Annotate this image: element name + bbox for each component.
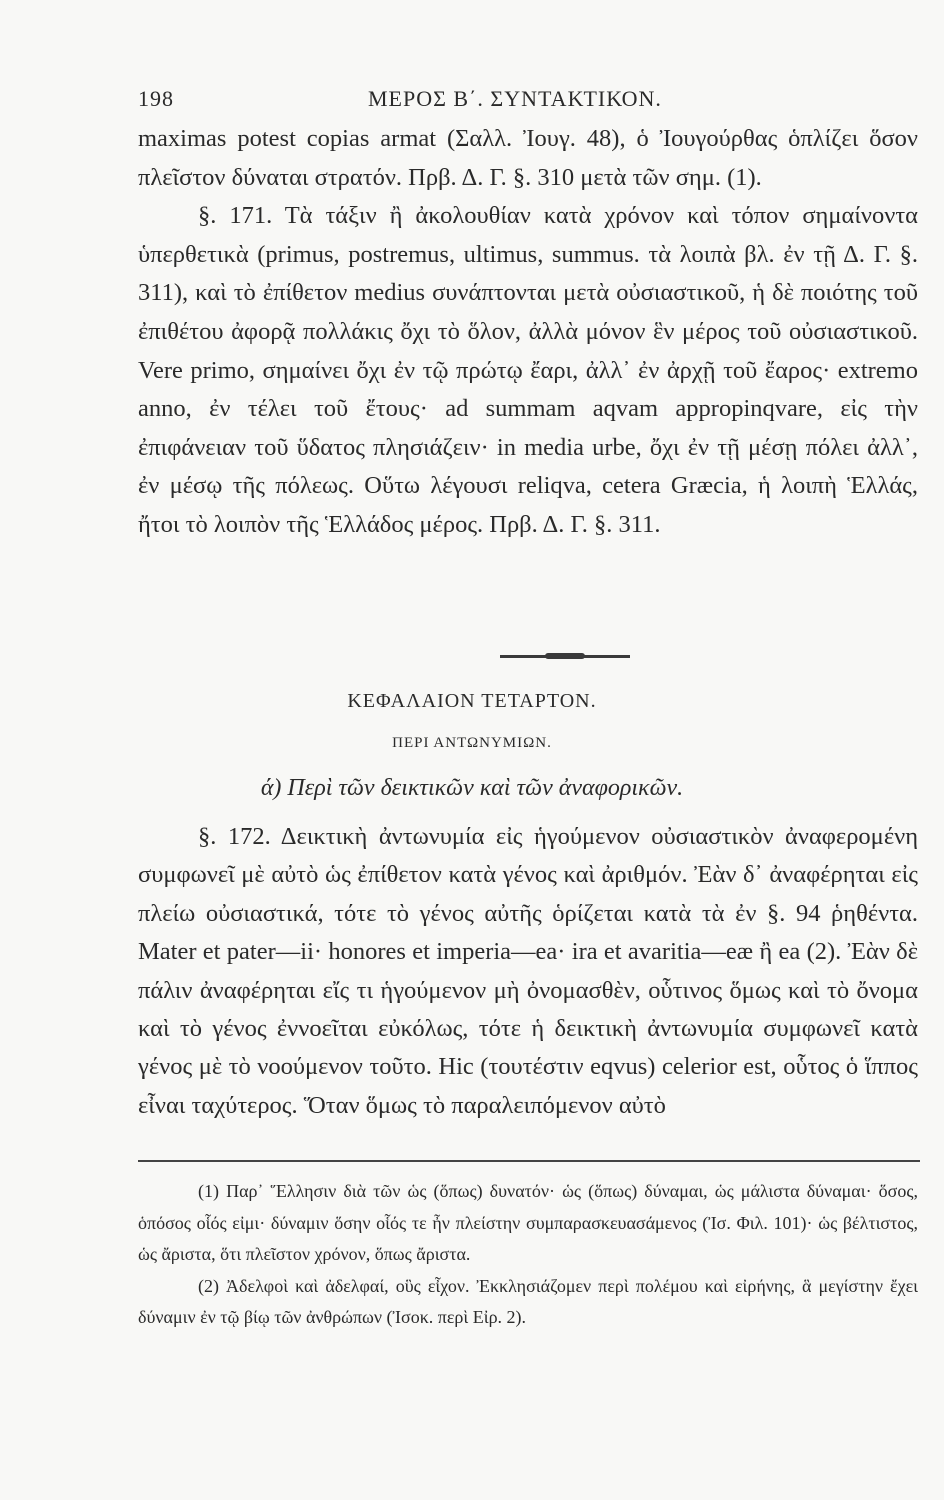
running-title: ΜΕΡΟΣ Β΄. ΣΥΝΤΑΚΤΙΚΟΝ. [368, 86, 662, 111]
chapter-title: ΚΕΦΑΛΑΙΟΝ ΤΕΤΑΡΤΟΝ. [347, 690, 597, 712]
paragraph-continuation: maximas potest copias armat (Σαλλ. Ἰουγ. 48), ὁ Ἰουγούρθας ὁπλίζει ὅσον πλεῖστον δύναται στρατόν. Πρβ. Δ. Γ. §. 310 μετὰ τῶν σημ. (1). [138, 125, 918, 191]
paragraph-171: §. 171. Τὰ τάξιν ἢ ἀκολουθίαν κατὰ χρόνον καὶ τόπον σημαίνοντα ὑπερθετικὰ (primus, postremus, ultimus, summus. τὰ λοιπὰ βλ. ἐν τῇ Δ. Γ. §. 311), καὶ τὸ ἐπίθετον medius συνάπτονται μετὰ οὐσιαστικοῦ, ἡ δὲ ποιότης τοῦ ἐπιθέτου ἀφορᾷ πολλάκις ὄχι τὸ ὅλον, ἀλλὰ μόνον ἓν μέρος τοῦ οὐσιαστικοῦ. Vere primo, σημαίνει ὄχι ἐν τῷ πρώτῳ ἔαρι, ἀλλ᾽ ἐν ἀρχῇ τοῦ ἔαρος· extremo anno, ἐν τέλει τοῦ ἔτους· ad summam aqvam appropinqvare, εἰς τὴν ἐπιφάνειαν τοῦ ὕδατος πλησιάζειν· in media urbe, ὄχι ἐν τῇ μέσῃ πόλει ἀλλ᾽, ἐν μέσῳ τῆς πόλεως. Οὕτω λέγουσι reliqva, cetera Græcia, ἡ λοιπὴ Ἑλλάς, ἤτοι τὸ λοιπὸν τῆς Ἑλλάδος μέρος. Πρβ. Δ. Γ. §. 311. [138, 202, 918, 538]
paragraph-172: §. 172. Δεικτικὴ ἀντωνυμία εἰς ἡγούμενον οὐσιαστικὸν ἀναφερομένη συμφωνεῖ μὲ αὐτὸ ὡς ἐπίθετον κατὰ γένος καὶ ἀριθμόν. Ἐὰν δ᾽ ἀναφέρηται εἰς πλείω οὐσιαστικά, τότε τὸ γένος αὐτῆς ὁρίζεται κατὰ τὰ ἐν §. 94 ῥηθέντα. Mater et pater—ii· honores et imperia—ea· ira et avaritia—eæ ἢ ea (2). Ἐὰν δὲ πάλιν ἀναφέρηται εἴς τι ἡγούμενον μὴ ὀνομασθὲν, οὗτινος ὅμως καὶ τὸ ὄνομα καὶ τὸ γένος ἐννοεῖται εὐκόλως, τότε ἡ δεικτικὴ ἀντωνυμία συμφωνεῖ κατὰ γένος μὲ τὸ νοούμενον τοῦτο. Hic (τουτέστιν eqvus) celerior est, οὗτος ὁ ἵππος εἶναι ταχύτερος. Ὅταν ὅμως τὸ παραλειπόμενον αὐτὸ [138, 823, 918, 1119]
section-title: ά) Περὶ τῶν δεικτικῶν καὶ τῶν ἀναφορικῶν. [260, 775, 684, 801]
footnotes [138, 1176, 918, 1334]
ornamental-divider [500, 655, 630, 658]
footnote-2: (2) Ἀδελφοὶ καὶ ἀδελφαί, οὓς εἶχον. Ἐκκλησιάζομεν περὶ πολέμου καὶ εἰρήνης, ἃ μεγίστην ἔχει δύναμιν ἐν τῷ βίῳ τῶν ἀνθρώπων (Ἰσοκ. περὶ Εἰρ. 2). [138, 1275, 918, 1327]
page-header [138, 86, 918, 120]
footnote-rule [138, 1160, 920, 1162]
main-text-lower [138, 818, 918, 1125]
page-number: 198 [138, 86, 174, 111]
footnote-1: (1) Παρ᾽ Ἕλλησιν διὰ τῶν ὡς (ὅπως) δυνατόν· ὡς (ὅπως) δύναμαι, ὡς μάλιστα δύναμαι· ὅσος, ὁπόσος οἷός εἰμι· δύναμιν ὅσην οἷός τε ἦν πλείστην συμπαρασκευασάμενος (Ἰσ. Φιλ. 101)· ὡς βέλτιστος, ὡς ἄριστα, ὅτι πλεῖστον χρόνον, ὅπως ἄριστα. [138, 1181, 918, 1264]
chapter-subtitle: ΠΕΡΙ ΑΝΤΩΝΥΜΙΩΝ. [392, 735, 552, 751]
main-text-upper [138, 120, 918, 545]
